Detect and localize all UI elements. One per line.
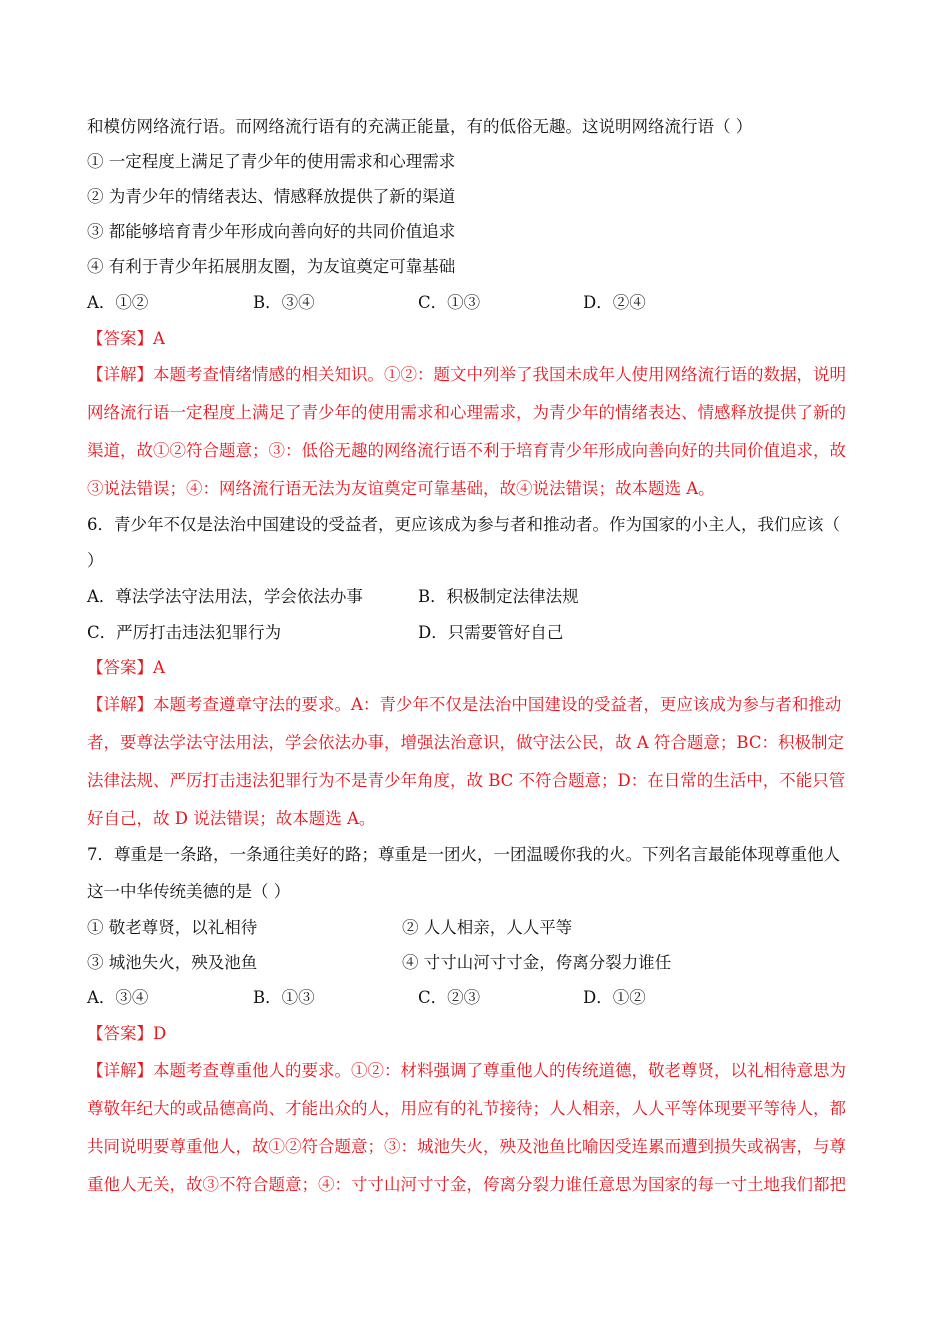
- q5-option-d: D．②④: [583, 293, 646, 312]
- detail-label: 【详解】: [87, 695, 153, 714]
- q6-stem-line-1: 6．青少年不仅是法治中国建设的受益者，更应该成为参与者和推动者。作为国家的小主人，我们应该（: [87, 515, 840, 534]
- detail-label: 【详解】: [87, 1061, 153, 1080]
- q5-item-1: ① 一定程度上满足了青少年的使用需求和心理需求: [87, 152, 456, 171]
- detail-text: 本题考查情绪情感的相关知识。①②：题文中列举了我国未成年人使用网络流行语的数据，说明: [153, 365, 846, 384]
- q7-option-b: B．①③: [253, 988, 315, 1007]
- q7-stem-line-1: 7．尊重是一条路，一条通往美好的路；尊重是一团火，一团温暖你我的火。下列名言最能体现尊重他人: [87, 845, 840, 864]
- answer-value: A: [153, 329, 165, 348]
- q5-item-2: ② 为青少年的情绪表达、情感释放提供了新的渠道: [87, 187, 456, 206]
- q5-detail-line-2: 网络流行语一定程度上满足了青少年的使用需求和心理需求，为青少年的情绪表达、情感释放提供了新的: [87, 403, 846, 422]
- q5-item-3: ③ 都能够培育青少年形成向善向好的共同价值追求: [87, 222, 456, 241]
- answer-value: A: [153, 658, 165, 677]
- q6-option-d: D．只需要管好自己: [418, 623, 564, 642]
- q7-detail-line-4: 重他人无关，故③不符合题意；④：寸寸山河寸寸金，侉离分裂力谁任意思为国家的每一寸土地我们都把: [87, 1175, 846, 1194]
- q6-detail-line-3: 法律法规、严厉打击违法犯罪行为不是青少年角度，故 BC 不符合题意；D：在日常的生活中，不能只管: [87, 771, 846, 790]
- q5-detail-line-3: 渠道，故①②符合题意；③：低俗无趣的网络流行语不利于培育青少年形成向善向好的共同价值追求，故: [87, 441, 846, 460]
- q7-item-4: ④ 寸寸山河寸寸金，侉离分裂力谁任: [402, 953, 672, 972]
- q6-detail-line-2: 者，要尊法学法守法用法，学会依法办事，增强法治意识，做守法公民，故 A 符合题意；BC：积极制定: [87, 733, 844, 752]
- q7-item-2: ② 人人相亲，人人平等: [402, 918, 573, 937]
- q6-answer: [87, 656, 165, 680]
- answer-value: D: [153, 1024, 167, 1043]
- q7-detail-line-3: 共同说明要尊重他人，故①②符合题意；③：城池失火，殃及池鱼比喻因受连累而遭到损失或祸害，与尊: [87, 1137, 846, 1156]
- q6-detail-line-4: 好自己，故 D 说法错误；故本题选 A。: [87, 809, 376, 828]
- detail-text: 本题考查尊重他人的要求。①②：材料强调了尊重他人的传统道德，敬老尊贤，以礼相待意思为: [153, 1061, 846, 1080]
- q7-item-3: ③ 城池失火，殃及池鱼: [87, 953, 258, 972]
- q7-detail-line-1: [87, 1059, 846, 1083]
- q5-option-c: C．①③: [418, 293, 481, 312]
- detail-label: 【详解】: [87, 365, 153, 384]
- q6-stem-line-2: ）: [87, 551, 104, 570]
- q5-stem: 和模仿网络流行语。而网络流行语有的充满正能量，有的低俗无趣。这说明网络流行语（ ）: [87, 117, 753, 136]
- answer-label: 【答案】: [87, 658, 153, 677]
- q7-item-1: ① 敬老尊贤，以礼相待: [87, 918, 258, 937]
- detail-text: 本题考查遵章守法的要求。A：青少年不仅是法治中国建设的受益者，更应该成为参与者和推动: [153, 695, 842, 714]
- q5-answer: [87, 327, 165, 351]
- q6-option-c: C．严厉打击违法犯罪行为: [87, 623, 282, 642]
- q5-detail-line-4: ③说法错误；④：网络流行语无法为友谊奠定可靠基础，故④说法错误；故本题选 A。: [87, 479, 715, 498]
- answer-label: 【答案】: [87, 329, 153, 348]
- q5-option-a: A．①②: [87, 293, 149, 312]
- q6-detail-line-1: [87, 693, 841, 717]
- q7-answer: [87, 1022, 166, 1046]
- q7-detail-line-2: 尊敬年纪大的或品德高尚、才能出众的人，用应有的礼节接待；人人相亲，人人平等体现要平等待人，都: [87, 1099, 846, 1118]
- q7-stem-line-2: 这一中华传统美德的是（ ）: [87, 882, 291, 901]
- q7-option-c: C．②③: [418, 988, 481, 1007]
- q6-option-b: B．积极制定法律法规: [418, 587, 579, 606]
- q5-detail-line-1: [87, 363, 846, 387]
- answer-label: 【答案】: [87, 1024, 153, 1043]
- q7-option-a: A．③④: [87, 988, 149, 1007]
- q6-option-a: A．尊法学法守法用法，学会依法办事: [87, 587, 363, 606]
- q5-item-4: ④ 有利于青少年拓展朋友圈，为友谊奠定可靠基础: [87, 257, 456, 276]
- q5-option-b: B．③④: [253, 293, 315, 312]
- q7-option-d: D．①②: [583, 988, 646, 1007]
